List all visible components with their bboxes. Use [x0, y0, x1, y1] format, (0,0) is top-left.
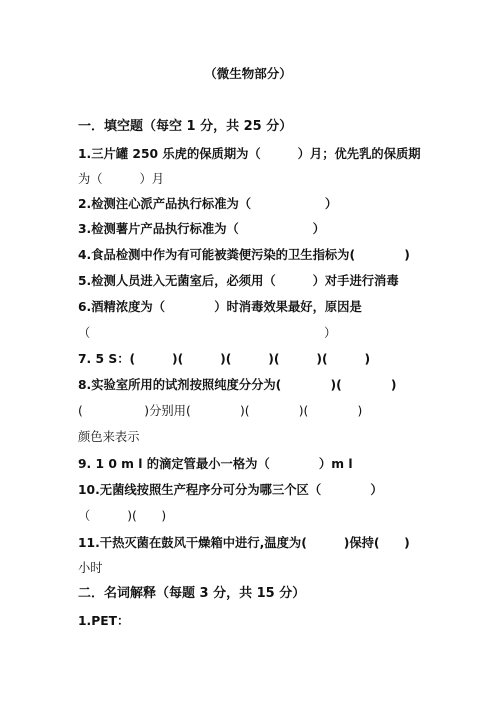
- question-11-line-2: 小时: [78, 561, 103, 575]
- question-10-line-2: （ )( ): [78, 509, 167, 523]
- section2-question-1: 1.PET：: [78, 614, 130, 628]
- section1-heading: 一．填空题（每空 1 分，共 25 分）: [78, 119, 293, 134]
- question-1-line-1: 1.三片罐 250 乐虎的保质期为（ ）月；优先乳的保质期: [78, 147, 421, 161]
- question-10-line-1: 10.无菌线按照生产程序分可分为哪三个区（ ）: [78, 483, 383, 497]
- question-7: 7. 5 S：( )( )( )( )( ): [78, 352, 371, 366]
- section2-heading: 二．名词解释（每题 3 分，共 15 分）: [78, 586, 306, 601]
- question-5: 5.检测人员进入无菌室后，必须用（ ）对手进行消毒: [78, 274, 399, 288]
- question-8-line-2: ( )分别用( )( )( ): [78, 404, 363, 418]
- question-9: 9. 1 0 m l 的滴定管最小一格为（ ）m l: [78, 457, 353, 471]
- page-title: （微生物部分）: [204, 66, 292, 81]
- question-1-line-2: 为（ ）月: [78, 172, 165, 186]
- question-6-line-2: （ ）: [78, 326, 337, 340]
- question-3: 3.检测薯片产品执行标准为（ ）: [78, 222, 325, 236]
- question-2: 2.检测注心派产品执行标准为（ ）: [78, 197, 338, 211]
- question-8-line-3: 颜色来表示: [78, 430, 140, 444]
- question-11-line-1: 11.干热灭菌在鼓风干燥箱中进行,温度为( )保持( ): [78, 536, 410, 550]
- question-6-line-1: 6.酒精浓度为（ ）时消毒效果最好，原因是: [78, 300, 362, 314]
- question-8-line-1: 8.实验室所用的试剂按照纯度分分为( )( ): [78, 378, 397, 392]
- question-4: 4.食品检测中作为有可能被粪便污染的卫生指标为( ): [78, 248, 410, 262]
